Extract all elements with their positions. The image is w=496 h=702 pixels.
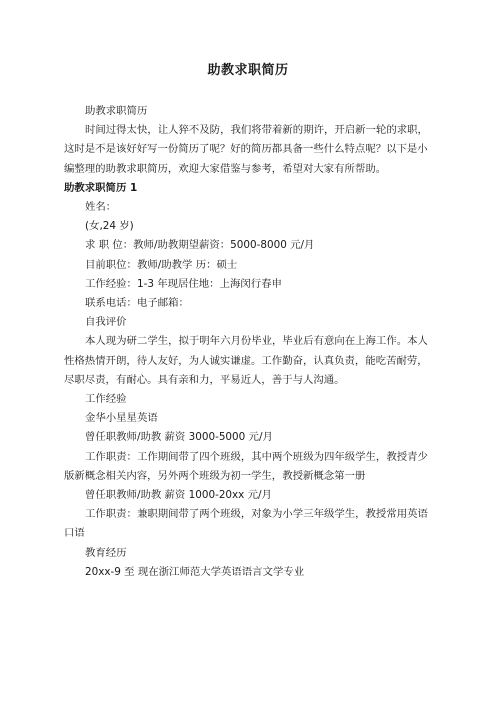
gender-age-line: (女,24 岁) <box>85 220 134 233</box>
contact-line: 联系电话：电子邮箱： <box>85 297 189 310</box>
self-evaluation-paragraph: 本人现为研二学生，拟于明年六月份毕业，毕业后有意向在上海工作。本人性格热情开朗，待人友好，为人诚实谦虚。工作勤奋，认真负责，能吃苦耐劳，尽职尽责，有耐心。具有亲和力，平易近人，善于与人沟通。 <box>64 335 428 386</box>
work-experience-heading: 工作经验 <box>85 393 127 406</box>
current-position-line: 目前职位：教师/助教学 历：硕士 <box>85 258 238 271</box>
job-title-salary-line: 曾任职教师/助教 薪资 3000-5000 元/月 <box>85 431 273 444</box>
section-heading: 助教求职简历 1 <box>64 181 138 194</box>
job-duties-paragraph: 工作职责：兼职期间带了两个班级，对象为小学三年级学生，教授常用英语口语 <box>64 508 428 540</box>
paragraph: 助教求职简历 <box>85 105 148 117</box>
education-heading: 教育经历 <box>85 546 127 559</box>
name-line: 姓名： <box>85 201 117 214</box>
job-target-line: 求 职 位：教师/助教期望薪资：5000-8000 元/月 <box>85 239 315 252</box>
job-duties-paragraph: 工作职责：工作期间带了四个班级，其中两个班级为四年级学生，教授青少版新概念相关内容，另外两个班级为初一学生，教授新概念第一册 <box>64 450 428 482</box>
employer-line: 金华小星星英语 <box>85 412 158 425</box>
job-title-salary-line: 曾任职教师/助教 薪资 1000-20xx 元/月 <box>85 489 272 502</box>
experience-line: 工作经验：1-3 年现居住地：上海闵行春申 <box>85 277 282 290</box>
education-line: 20xx-9 至 现在浙江师范大学英语语言文学专业 <box>85 565 305 578</box>
document-title: 助教求职简历 <box>207 63 289 78</box>
intro-paragraph: 时间过得太快，让人猝不及防，我们将带着新的期许，开启新一轮的求职，这时是不是该好好写一份简历了呢？好的简历都具备一些什么特点呢？以下是小编整理的助教求职简历，欢迎大家借鉴与参考，希望对大家有所帮助。 <box>64 124 428 175</box>
self-evaluation-heading: 自我评价 <box>85 316 127 329</box>
